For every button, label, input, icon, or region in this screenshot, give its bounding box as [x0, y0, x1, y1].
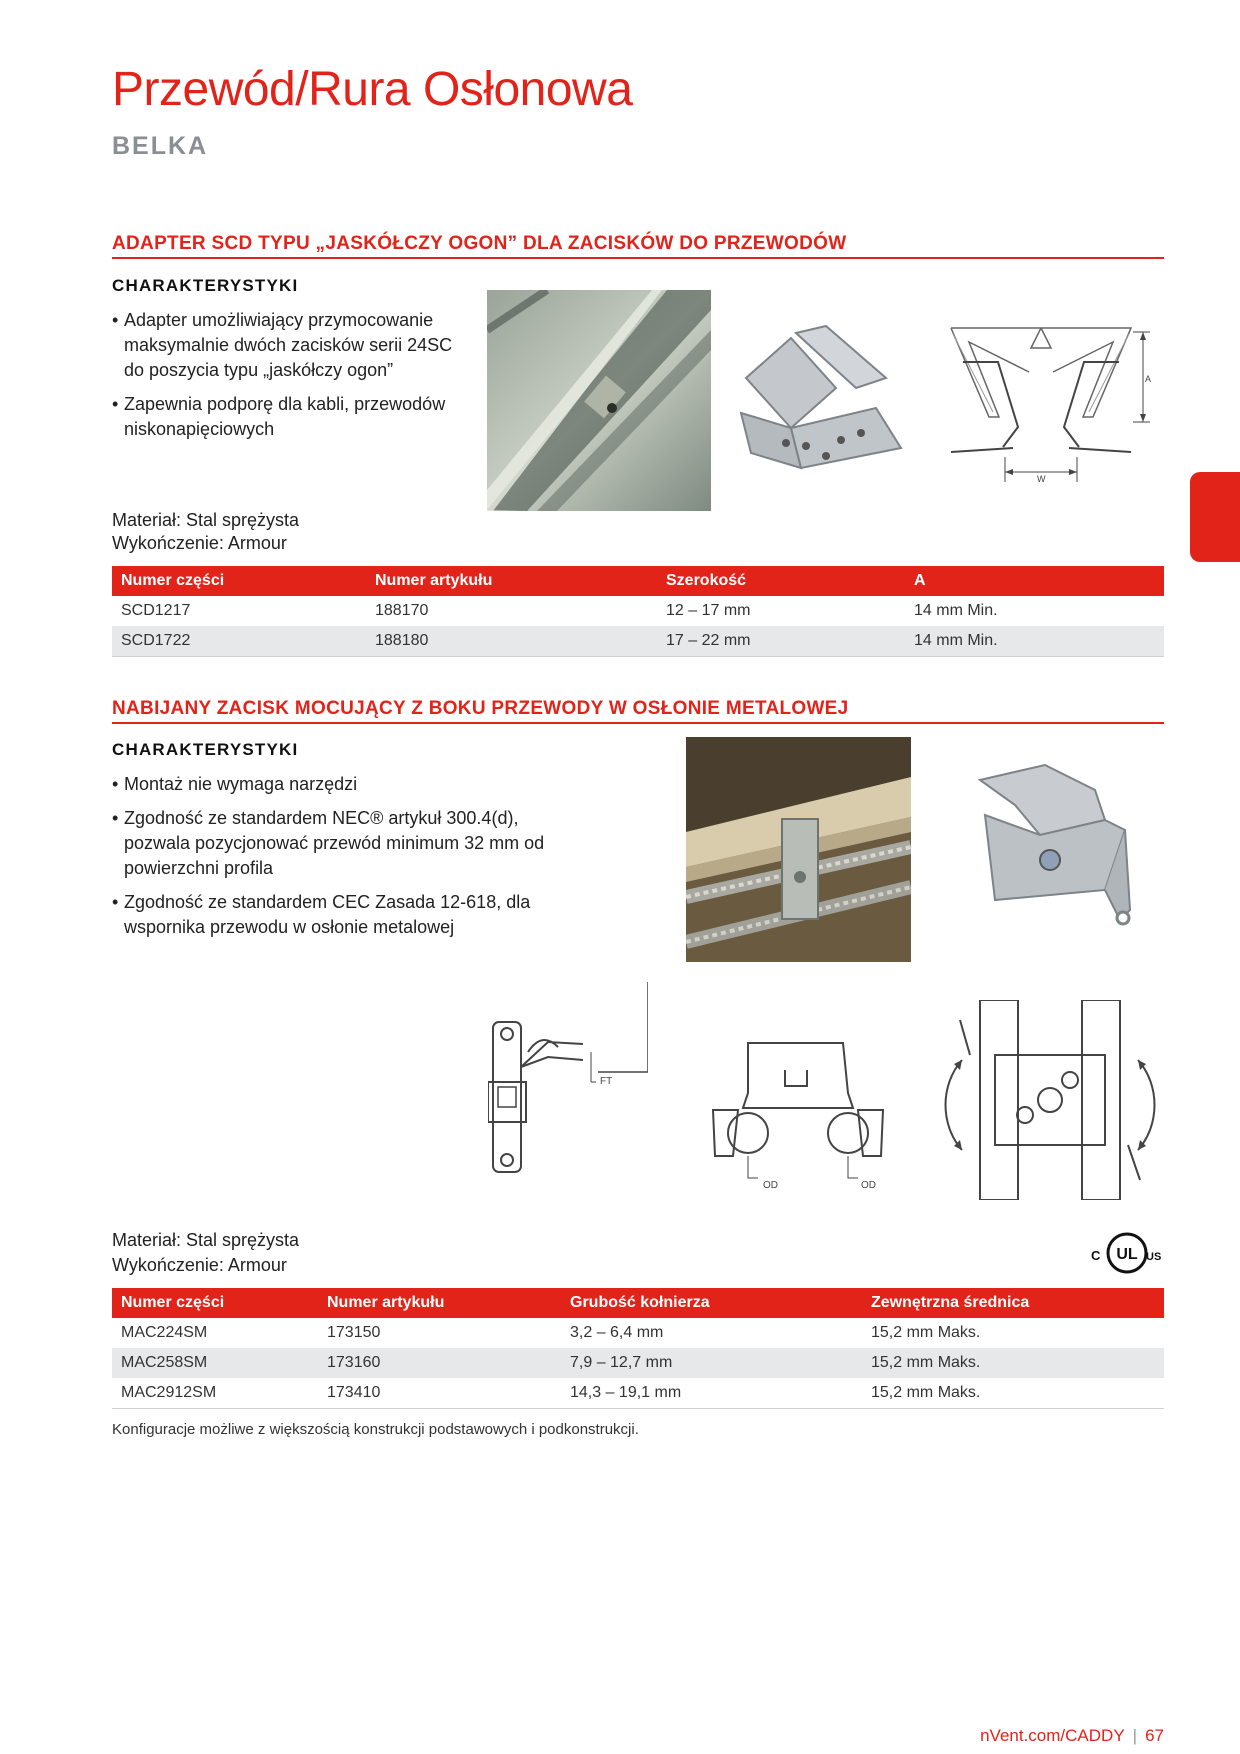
table-cell: 14 mm Min. [914, 602, 998, 619]
table-header-row [112, 566, 1164, 596]
section2-feature-list [112, 772, 582, 949]
section2-front-drawing [703, 1038, 893, 1193]
table-row [112, 626, 1164, 657]
column-header: Numer części [112, 1288, 318, 1318]
section2-features-heading: CHARAKTERYSTYKI [112, 740, 299, 759]
table-cell: 14,3 – 19,1 mm [561, 1378, 862, 1409]
page-number: 67 [1145, 1726, 1164, 1745]
section2-spec-table [112, 1288, 1164, 1409]
section1-feature-list [112, 308, 472, 451]
table-header-row [112, 1288, 1164, 1318]
section1-rule [112, 257, 1164, 259]
c-letter: C [1091, 1248, 1101, 1263]
section2-product-image [955, 760, 1155, 940]
list-item: • Zgodność ze standardem CEC Zasada 12-618, dla wspornika przewodu w osłonie metalowej [112, 890, 582, 940]
page-title: Przewód/Rura Osłonowa [112, 63, 633, 116]
dim-label-ft: FT [600, 1076, 613, 1087]
ul-letters: UL [1116, 1246, 1138, 1263]
list-item: • Montaż nie wymaga narzędzi [112, 772, 582, 797]
section1-product-image [726, 318, 926, 483]
list-item: • Zgodność ze standardem NEC® artykuł 300.4(d), pozwala pozycjonować przewód minimum 32 mm od powierzchni profila [112, 806, 582, 881]
section1-installed-photo [487, 290, 711, 511]
section1-spec-table [112, 566, 1164, 657]
us-letters: US [1146, 1251, 1162, 1263]
section2-material: Materiał: Stal sprężysta [112, 1230, 300, 1250]
section2-rule [112, 722, 1164, 724]
section1-features-heading: CHARAKTERYSTYKI [112, 276, 299, 295]
table-cell: 14 mm Min. [905, 626, 1164, 657]
section2-installed-photo [686, 737, 911, 962]
section-tab-marker [1190, 472, 1240, 562]
table-cell: 7,9 – 12,7 mm [561, 1348, 862, 1378]
table-cell: SCD1217 [121, 602, 191, 619]
column-header: Numer artykułu [366, 566, 657, 596]
section2-heading: NABIJANY ZACISK MOCUJĄCY Z BOKU PRZEWODY W OSŁONIE METALOWEJ [112, 698, 849, 719]
page-footer: nVent.com/CADDY | 67 [980, 1726, 1164, 1745]
table-cell: 15,2 mm Maks. [862, 1378, 1164, 1409]
section2-side-drawing [488, 982, 648, 1182]
table-row [112, 596, 1164, 626]
table-cell: 188180 [366, 626, 657, 657]
table-cell: 188170 [375, 602, 429, 619]
dim-label-w: W [1037, 474, 1046, 484]
section1-dimension-drawing [943, 322, 1153, 490]
table-row [112, 1348, 1164, 1378]
table-cell: 3,2 – 6,4 mm [570, 1324, 664, 1341]
culus-certification-mark [1090, 1228, 1164, 1278]
table-cell: MAC2912SM [112, 1378, 318, 1409]
table-cell: 173150 [327, 1324, 381, 1341]
table-cell: MAC224SM [121, 1324, 208, 1341]
section2-rotation-drawing [940, 1000, 1160, 1200]
table-cell: 17 – 22 mm [657, 626, 905, 657]
dim-label-a: A [1145, 374, 1152, 384]
table-cell: 173410 [318, 1378, 561, 1409]
section2-finish: Wykończenie: Armour [112, 1255, 287, 1275]
table-cell: SCD1722 [112, 626, 366, 657]
column-header: Grubość kołnierza [561, 1288, 862, 1318]
configuration-note: Konfiguracje możliwe z większością konstrukcji podstawowych i podkonstrukcji. [112, 1421, 639, 1438]
column-header: Numer części [112, 566, 366, 596]
table-cell: 12 – 17 mm [666, 602, 751, 619]
list-item: • Zapewnia podporę dla kabli, przewodów niskonapięciowych [112, 392, 472, 442]
table-cell: 15,2 mm Maks. [871, 1324, 981, 1341]
column-header: Zewnętrzna średnica [862, 1288, 1164, 1318]
column-header: Numer artykułu [318, 1288, 561, 1318]
table-cell: MAC258SM [112, 1348, 318, 1378]
footer-site-link[interactable]: nVent.com/CADDY [980, 1726, 1125, 1745]
dim-label-od-right: OD [861, 1180, 876, 1191]
list-item: • Adapter umożliwiający przymocowanie maksymalnie dwóch zacisków serii 24SC do poszycia typu „jaskółczy ogon” [112, 308, 472, 383]
page-subtitle: BELKA [112, 132, 209, 160]
section1-material: Materiał: Stal sprężysta [112, 510, 300, 530]
table-cell: 173160 [318, 1348, 561, 1378]
dim-label-od-left: OD [763, 1180, 778, 1191]
column-header: A [905, 566, 1164, 596]
table-row [112, 1318, 1164, 1348]
column-header: Szerokość [657, 566, 905, 596]
table-row [112, 1378, 1164, 1409]
table-cell: 15,2 mm Maks. [862, 1348, 1164, 1378]
section1-finish: Wykończenie: Armour [112, 533, 287, 553]
section1-heading: ADAPTER SCD TYPU „JASKÓŁCZY OGON” DLA ZACISKÓW DO PRZEWODÓW [112, 233, 847, 254]
